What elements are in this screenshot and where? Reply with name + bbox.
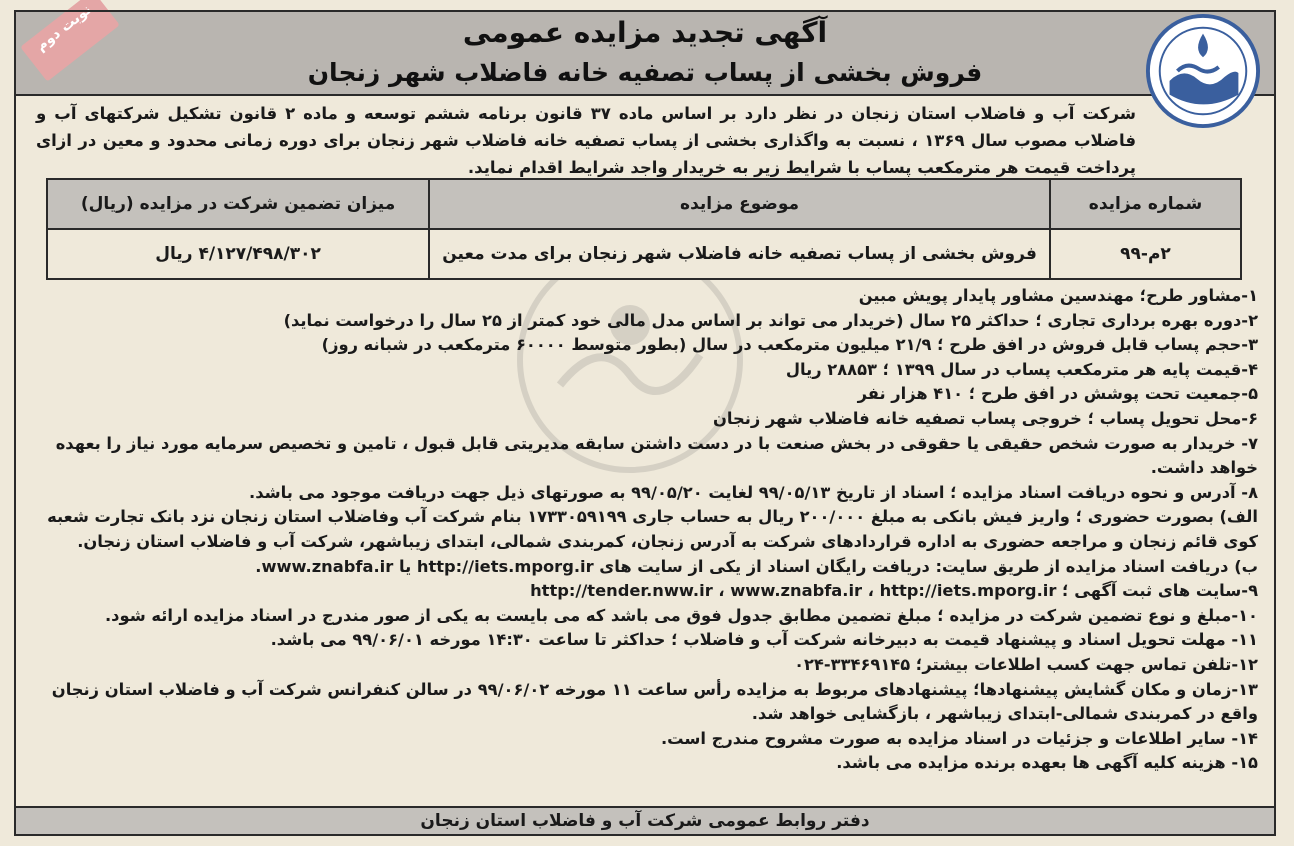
ad-footer: دفتر روابط عمومی شرکت آب و فاضلاب استان زنجان [14, 806, 1276, 836]
header-guarantee-amount: میزان تضمین شرکت در مزایده (ریال) [47, 179, 429, 229]
list-item: ۱۰-مبلغ و نوع تضمین شرکت در مزایده ؛ مبلغ تضمین مطابق جدول فوق می باشد که می بایست به یکی از صور مندرج در اسناد مزایده ارائه شود. [104, 605, 1258, 625]
list-item: ۳-حجم پساب قابل فروش در افق طرح ؛ ۲۱/۹ میلیون مترمکعب در سال (بطور متوسط ۶۰۰۰۰ مترمکعب در شبانه روز) [321, 335, 1258, 355]
header-auction-subject: موضوع مزایده [429, 179, 1050, 229]
list-item: الف) بصورت حضوری ؛ واریز فیش بانکی به مبلغ ۲۰۰/۰۰۰ ریال به حساب جاری ۱۷۳۳۰۵۹۱۹۹ بنام شرکت آب وفاضلاب استان زنجان نزد بانک تجارت شعبه کوی قائم زنجان و مراجعه حضوری به اداره قراردادهای شرکت به آدرس زنجان، کمربندی شمالی، ابتدای زیباشهر، شرکت آب و فاضلاب استان زنجان. [47, 507, 1258, 551]
list-item: ۵-جمعیت تحت پوشش در افق طرح ؛ ۴۱۰ هزار نفر [857, 384, 1258, 404]
list-item: ۴-قیمت پایه هر مترمکعب پساب در سال ۱۳۹۹ ؛ ۲۸۸۵۳ ریال [785, 359, 1258, 379]
list-item: ۷- خریدار به صورت شخص حقیقی یا حقوقی در بخش صنعت با در دست داشتن سابقه مدیریتی قابل قبول ، تامین و تخصیص سرمایه مورد نیاز را بعهده خواهد داشت. [55, 433, 1258, 478]
header-auction-number: شماره مزایده [1050, 179, 1241, 229]
ad-title: آگهی تجدید مزایده عمومی [462, 16, 828, 49]
list-item: ۱۳-زمان و مکان گشایش پیشنهادها؛ پیشنهادهای مربوط به مزایده رأس ساعت ۱۱ مورخه ۹۹/۰۶/۰۲ در سالن کنفرانس شرکت آب و فاضلاب استان زنجان واقع در کمربندی شمالی-ابتدای زیباشهر ، بازگشایی خواهد شد. [51, 679, 1258, 724]
list-item: ۶-محل تحویل پساب ؛ خروجی پساب تصفیه خانه فاضلاب شهر زنجان [712, 408, 1258, 428]
list-item: ب) دریافت اسناد مزایده از طریق سایت: دریافت رایگان اسناد از یکی از سایت های http://iets.mporg.ir یا www.znabfa.ir. [255, 556, 1258, 576]
cell-auction-number: ۲م-۹۹ [1050, 229, 1241, 279]
list-item: ۱۴- سایر اطلاعات و جزئیات در اسناد مزایده به صورت مشروح مندرج است. [660, 728, 1258, 748]
list-item: ۱۲-تلفن تماس جهت کسب اطلاعات بیشتر؛ ۳۳۴۶۹۱۴۵-۰۲۴ [794, 654, 1258, 674]
list-item: ۱-مشاور طرح؛ مهندسین مشاور پایدار پویش مبین [858, 286, 1258, 305]
list-item: ۱۵- هزینه کلیه آگهی ها بعهده برنده مزایده می باشد. [836, 753, 1258, 773]
list-item: ۱۱- مهلت تحویل اسناد و پیشنهاد قیمت به دبیرخانه شرکت آب و فاضلاب ؛ حداکثر تا ساعت ۱۴:۳۰ مورخه ۹۹/۰۶/۰۱ می باشد. [270, 630, 1258, 650]
ad-subtitle: فروش بخشی از پساب تصفیه خانه فاضلاب شهر زنجان [307, 58, 983, 87]
cell-auction-subject: فروش بخشی از پساب تصفیه خانه فاضلاب شهر زنجان برای مدت معین [429, 229, 1050, 279]
list-item: ۸- آدرس و نحوه دریافت اسناد مزایده ؛ اسناد از تاریخ ۹۹/۰۵/۱۳ لغایت ۹۹/۰۵/۲۰ به صورتهای ذیل جهت دریافت موجود می باشد. [249, 482, 1258, 502]
ad-border [14, 10, 1276, 836]
list-item: ۲-دوره بهره برداری تجاری ؛ حداکثر ۲۵ سال (خریدار می تواند بر اساس مدل مالی خود کمتر از ۲۵ سال را درخواست نماید) [283, 310, 1258, 330]
second-round-ribbon: نوبت دوم [20, 0, 120, 82]
list-item: ۹-سایت های ثبت آگهی ؛ http://tender.nww.ir ، www.znabfa.ir ، http://iets.mporg.ir [530, 581, 1258, 601]
cell-guarantee-amount: ۴/۱۲۷/۴۹۸/۳۰۲ ریال [47, 229, 429, 279]
intro-paragraph: شرکت آب و فاضلاب استان زنجان در نظر دارد بر اساس ماده ۳۷ قانون برنامه ششم توسعه و ماده ۲ قانون تشکیل شرکتهای آب و فاضلاب مصوب سال ۱۳۶۹ ، نسبت به واگذاری بخشی از پساب تصفیه خانه فاضلاب شهر زنجان برای دوره زمانی محدود و معین در ازای پرداخت قیمت هر مترمکعب پساب با شرایط زیر به خریدار واجد شرایط اقدام نماید. [36, 104, 1136, 177]
